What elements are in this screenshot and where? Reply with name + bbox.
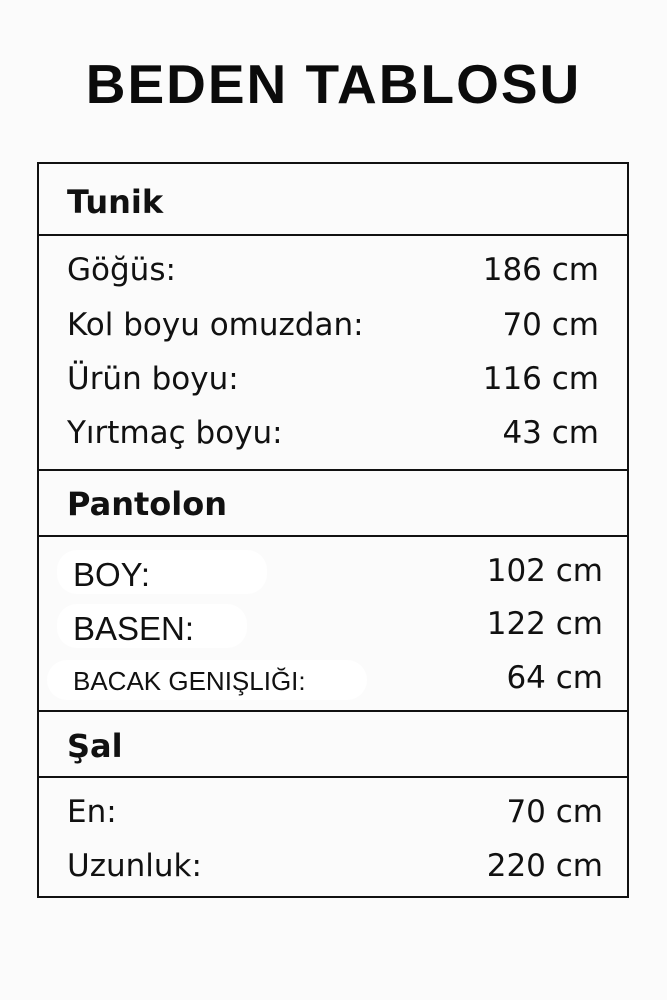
row-label-en: En: bbox=[67, 794, 117, 830]
row-value-gogus: 186 cm bbox=[482, 252, 599, 288]
divider bbox=[39, 710, 627, 712]
row-value-en: 70 cm bbox=[506, 794, 603, 830]
section-title-pantolon: Pantolon bbox=[67, 485, 227, 523]
size-table bbox=[37, 162, 629, 898]
divider bbox=[39, 234, 627, 236]
row-label-urun-boyu: Ürün boyu: bbox=[67, 361, 239, 397]
row-label-gogus: Göğüs: bbox=[67, 252, 176, 288]
page-title: BEDEN TABLOSU bbox=[85, 53, 582, 115]
row-value-bacak-genisligi: 64 cm bbox=[506, 660, 603, 696]
row-label-kol-boyu: Kol boyu omuzdan: bbox=[67, 307, 364, 343]
row-value-kol-boyu: 70 cm bbox=[502, 307, 599, 343]
divider bbox=[39, 776, 627, 778]
row-value-boy: 102 cm bbox=[486, 553, 603, 589]
row-value-yirtmac-boyu: 43 cm bbox=[502, 415, 599, 451]
row-label-boy: BOY: bbox=[73, 556, 151, 593]
row-value-uzunluk: 220 cm bbox=[486, 848, 603, 884]
row-label-basen: BASEN: bbox=[73, 610, 195, 647]
divider bbox=[39, 535, 627, 537]
row-label-bacak-genisligi: BACAK GENIŞLIĞI: bbox=[73, 666, 306, 696]
row-label-yirtmac-boyu: Yırtmaç boyu: bbox=[67, 415, 283, 451]
section-title-sal: Şal bbox=[67, 727, 123, 765]
row-value-urun-boyu: 116 cm bbox=[482, 361, 599, 397]
row-value-basen: 122 cm bbox=[486, 606, 603, 642]
section-title-tunik: Tunik bbox=[67, 183, 164, 221]
row-label-uzunluk: Uzunluk: bbox=[67, 848, 202, 884]
divider bbox=[39, 469, 627, 471]
